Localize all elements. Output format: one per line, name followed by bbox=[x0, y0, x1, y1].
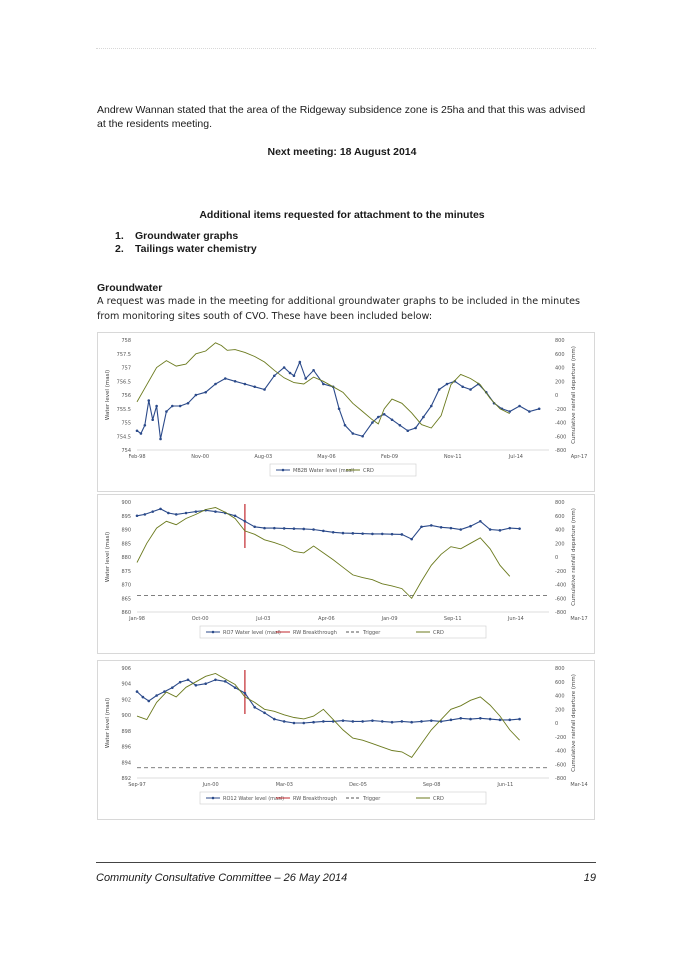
y2-tick-label: 400 bbox=[555, 527, 565, 534]
data-point bbox=[144, 513, 147, 516]
legend-label: MB2B Water level (masl) bbox=[293, 467, 355, 474]
data-point bbox=[352, 532, 355, 535]
data-point bbox=[377, 416, 380, 419]
data-point bbox=[175, 513, 178, 516]
footer-title: Community Consultative Committee – 26 May 2014 bbox=[96, 872, 348, 884]
x-tick-label: Jan-09 bbox=[381, 616, 398, 622]
data-point bbox=[338, 407, 341, 410]
data-point bbox=[195, 394, 198, 397]
x-tick-label: Feb-98 bbox=[128, 454, 146, 460]
data-point bbox=[163, 690, 166, 693]
y2-tick-label: -800 bbox=[555, 448, 567, 454]
data-point bbox=[446, 383, 449, 386]
data-point bbox=[304, 377, 307, 380]
data-point bbox=[204, 391, 207, 394]
x-tick-label: Oct-00 bbox=[191, 616, 209, 622]
y-tick-label: 757 bbox=[121, 365, 131, 372]
legend-marker bbox=[212, 631, 215, 634]
y2-tick-label: -600 bbox=[555, 434, 567, 441]
data-point bbox=[234, 380, 237, 383]
data-point bbox=[538, 407, 541, 410]
y2-tick-label: -800 bbox=[555, 610, 567, 616]
footer-rule bbox=[96, 862, 596, 863]
y-tick-label: 896 bbox=[121, 744, 131, 751]
y-tick-label: 902 bbox=[121, 697, 131, 704]
y-tick-label: 885 bbox=[121, 541, 131, 548]
y-tick-label: 755 bbox=[121, 420, 131, 427]
y2-axis-label: Cumulative rainfall departure (mm) bbox=[571, 508, 577, 606]
data-point bbox=[234, 514, 237, 517]
data-point bbox=[224, 680, 227, 683]
data-point bbox=[461, 385, 464, 388]
data-point bbox=[518, 405, 521, 408]
data-point bbox=[253, 385, 256, 388]
data-point bbox=[312, 721, 315, 724]
data-point bbox=[422, 416, 425, 419]
y-tick-label: 890 bbox=[121, 527, 131, 534]
y2-axis-label: Cumulative rainfall departure (mm) bbox=[571, 674, 577, 772]
y-tick-label: 900 bbox=[121, 713, 131, 720]
y2-tick-label: -600 bbox=[555, 596, 567, 603]
y2-tick-label: -400 bbox=[555, 582, 567, 589]
data-point bbox=[283, 527, 286, 530]
x-tick-label: Jun-00 bbox=[202, 782, 219, 788]
data-point bbox=[430, 524, 433, 527]
data-point bbox=[420, 525, 423, 528]
y-tick-label: 892 bbox=[121, 776, 131, 782]
data-point bbox=[361, 532, 364, 535]
x-tick-label: Mar-14 bbox=[570, 782, 588, 788]
data-point bbox=[469, 718, 472, 721]
data-point bbox=[371, 719, 374, 722]
y-axis-label: Water level (masl) bbox=[105, 697, 111, 749]
data-point bbox=[195, 684, 198, 687]
x-tick-label: Jun-14 bbox=[507, 616, 524, 622]
y2-tick-label: -400 bbox=[555, 420, 567, 427]
legend-label: Trigger bbox=[363, 629, 381, 636]
data-point bbox=[273, 527, 276, 530]
data-point bbox=[371, 533, 374, 536]
attachment-list bbox=[115, 230, 257, 256]
y2-tick-label: -600 bbox=[555, 762, 567, 769]
y-tick-label: 860 bbox=[121, 610, 131, 616]
data-point bbox=[499, 529, 502, 532]
data-point bbox=[342, 719, 345, 722]
data-point bbox=[459, 717, 462, 720]
x-tick-label: Jan-98 bbox=[129, 616, 145, 622]
data-point bbox=[518, 527, 521, 530]
data-point bbox=[140, 432, 143, 435]
data-point bbox=[299, 361, 302, 364]
data-point bbox=[361, 435, 364, 438]
data-point bbox=[214, 510, 217, 513]
y2-tick-label: -200 bbox=[555, 568, 567, 575]
y-tick-label: 755.5 bbox=[116, 406, 131, 413]
groundwater-text: A request was made in the meeting for additional groundwater graphs to be included in the minutes from monitoring sites south of CVO. These have been included below: bbox=[97, 296, 580, 322]
data-point bbox=[224, 377, 227, 380]
data-point bbox=[322, 383, 325, 386]
data-point bbox=[151, 510, 154, 513]
y2-axis-label: Cumulative rainfall departure (mm) bbox=[571, 346, 577, 444]
x-tick-label: May-06 bbox=[317, 454, 336, 460]
legend-label: RW Breakthrough bbox=[293, 795, 337, 802]
data-point bbox=[383, 413, 386, 416]
y-tick-label: 898 bbox=[121, 728, 131, 735]
data-point bbox=[263, 527, 266, 530]
data-point bbox=[414, 427, 417, 430]
y2-tick-label: 800 bbox=[555, 500, 565, 506]
x-tick-label: Jul-03 bbox=[256, 616, 271, 622]
data-point bbox=[361, 720, 364, 723]
data-point bbox=[244, 692, 247, 695]
x-tick-label: Sep-97 bbox=[128, 782, 146, 788]
data-point bbox=[293, 527, 296, 530]
data-point bbox=[167, 512, 170, 515]
chart-mb2b bbox=[97, 332, 595, 492]
data-point bbox=[253, 706, 256, 709]
data-point bbox=[499, 719, 502, 722]
x-tick-label: Feb-09 bbox=[381, 454, 399, 460]
data-point bbox=[187, 678, 190, 681]
data-point bbox=[401, 720, 404, 723]
data-point bbox=[508, 719, 511, 722]
data-point bbox=[352, 432, 355, 435]
data-point bbox=[450, 527, 453, 530]
x-tick-label: Dec-05 bbox=[349, 782, 367, 788]
list-item: 1. Groundwater graphs bbox=[115, 230, 239, 242]
legend-label: CRD bbox=[433, 629, 444, 636]
x-tick-label: Aug-03 bbox=[254, 454, 273, 460]
data-point bbox=[381, 720, 384, 723]
page-number: 19 bbox=[583, 872, 596, 884]
y-axis-label: Water level (masl) bbox=[105, 369, 111, 421]
y-tick-label: 756 bbox=[121, 393, 131, 399]
data-point bbox=[179, 405, 182, 408]
data-point bbox=[518, 718, 521, 721]
legend-marker bbox=[212, 797, 215, 800]
data-point bbox=[253, 525, 256, 528]
data-point bbox=[147, 399, 150, 402]
data-point bbox=[293, 374, 296, 377]
data-point bbox=[459, 528, 462, 531]
y-tick-label: 870 bbox=[121, 582, 131, 589]
data-point bbox=[438, 388, 441, 391]
x-tick-label: Jun-11 bbox=[497, 782, 514, 788]
legend-label: RO12 Water level (masl) bbox=[223, 795, 285, 802]
data-point bbox=[155, 694, 158, 697]
chart-ro12-svg bbox=[97, 660, 595, 820]
chart-mb2b-svg bbox=[97, 332, 595, 492]
data-point bbox=[244, 520, 247, 523]
data-point bbox=[322, 720, 325, 723]
data-point bbox=[322, 530, 325, 533]
data-point bbox=[450, 719, 453, 722]
x-tick-label: Nov-11 bbox=[443, 454, 462, 460]
data-point bbox=[151, 418, 154, 421]
x-tick-label: Nov-00 bbox=[191, 454, 210, 460]
data-point bbox=[289, 372, 292, 375]
y2-tick-label: 200 bbox=[555, 541, 565, 548]
data-point bbox=[263, 711, 266, 714]
data-point bbox=[406, 429, 409, 432]
x-tick-label: Sep-11 bbox=[443, 616, 462, 622]
y2-tick-label: 600 bbox=[555, 513, 565, 520]
data-point bbox=[410, 721, 413, 724]
data-point bbox=[332, 531, 335, 534]
x-tick-label: Jul-14 bbox=[508, 454, 523, 460]
y-tick-label: 754.5 bbox=[116, 434, 131, 441]
data-point bbox=[165, 410, 168, 413]
y-tick-label: 895 bbox=[121, 513, 131, 520]
data-point bbox=[142, 696, 145, 699]
next-meeting: Next meeting: 18 August 2014 bbox=[267, 146, 417, 158]
x-tick-label: Sep-08 bbox=[422, 782, 441, 788]
data-point bbox=[479, 717, 482, 720]
y2-tick-label: 0 bbox=[555, 555, 559, 561]
x-tick-label: Mar-03 bbox=[275, 782, 293, 788]
y-tick-label: 754 bbox=[121, 448, 131, 454]
data-point bbox=[430, 405, 433, 408]
data-point bbox=[440, 526, 443, 529]
y-tick-label: 756.5 bbox=[116, 379, 131, 386]
data-point bbox=[273, 718, 276, 721]
x-tick-label: Apr-06 bbox=[318, 616, 335, 622]
y2-tick-label: 0 bbox=[555, 721, 559, 727]
y2-tick-label: 600 bbox=[555, 679, 565, 686]
data-point bbox=[273, 374, 276, 377]
data-point bbox=[195, 510, 198, 513]
data-point bbox=[136, 690, 139, 693]
data-point bbox=[391, 721, 394, 724]
data-point bbox=[204, 682, 207, 685]
y-tick-label: 758 bbox=[121, 338, 131, 344]
data-point bbox=[381, 533, 384, 536]
data-point bbox=[479, 520, 482, 523]
data-point bbox=[136, 429, 139, 432]
y-tick-label: 865 bbox=[121, 596, 131, 603]
data-point bbox=[430, 719, 433, 722]
y-tick-label: 880 bbox=[121, 555, 131, 561]
y2-tick-label: -800 bbox=[555, 776, 567, 782]
y2-tick-label: 200 bbox=[555, 379, 565, 386]
y-tick-label: 894 bbox=[121, 760, 131, 767]
data-point bbox=[214, 678, 217, 681]
additional-items-title: Additional items requested for attachment to the minutes bbox=[199, 209, 485, 221]
data-point bbox=[508, 527, 511, 530]
y2-tick-label: -400 bbox=[555, 748, 567, 755]
y2-tick-label: 400 bbox=[555, 693, 565, 700]
data-point bbox=[489, 718, 492, 721]
data-point bbox=[144, 424, 147, 427]
data-point bbox=[214, 383, 217, 386]
y2-tick-label: -200 bbox=[555, 406, 567, 413]
data-point bbox=[420, 720, 423, 723]
legend-label: RW Breakthrough bbox=[293, 629, 337, 636]
y-tick-label: 757.5 bbox=[116, 351, 131, 358]
y2-tick-label: 400 bbox=[555, 365, 565, 372]
y2-tick-label: 800 bbox=[555, 338, 565, 344]
data-point bbox=[187, 402, 190, 405]
y-axis-label: Water level (masl) bbox=[105, 531, 111, 583]
data-point bbox=[302, 528, 305, 531]
data-point bbox=[401, 533, 404, 536]
y2-tick-label: 600 bbox=[555, 351, 565, 358]
legend-label: Trigger bbox=[363, 795, 381, 802]
data-point bbox=[352, 720, 355, 723]
data-point bbox=[489, 528, 492, 531]
data-point bbox=[342, 532, 345, 535]
data-point bbox=[159, 508, 162, 511]
groundwater-heading: Groundwater bbox=[97, 282, 163, 294]
data-point bbox=[312, 528, 315, 531]
data-point bbox=[302, 722, 305, 725]
data-point bbox=[344, 424, 347, 427]
chart-ro7-svg bbox=[97, 494, 595, 654]
data-point bbox=[469, 388, 472, 391]
legend-label: RO7 Water level (masl) bbox=[223, 629, 281, 636]
data-point bbox=[147, 700, 150, 703]
data-point bbox=[469, 525, 472, 528]
y2-tick-label: 800 bbox=[555, 666, 565, 672]
y2-tick-label: 200 bbox=[555, 707, 565, 714]
data-point bbox=[159, 438, 162, 441]
data-point bbox=[399, 424, 402, 427]
data-point bbox=[391, 418, 394, 421]
data-point bbox=[371, 421, 374, 424]
data-point bbox=[185, 512, 188, 515]
y-tick-label: 906 bbox=[121, 666, 131, 672]
data-point bbox=[155, 405, 158, 408]
chart-ro7 bbox=[97, 494, 595, 654]
legend-label: CRD bbox=[363, 467, 374, 474]
data-point bbox=[179, 681, 182, 684]
top-rule bbox=[96, 48, 596, 49]
data-point bbox=[171, 405, 174, 408]
data-point bbox=[528, 410, 531, 413]
y-tick-label: 900 bbox=[121, 500, 131, 506]
y-tick-label: 875 bbox=[121, 568, 131, 575]
data-point bbox=[410, 538, 413, 541]
data-point bbox=[136, 514, 139, 517]
data-point bbox=[234, 686, 237, 689]
data-point bbox=[312, 369, 315, 372]
footer bbox=[96, 872, 596, 884]
y2-tick-label: 0 bbox=[555, 393, 559, 399]
data-point bbox=[508, 410, 511, 413]
data-point bbox=[263, 388, 266, 391]
data-point bbox=[244, 383, 247, 386]
data-point bbox=[391, 533, 394, 536]
x-tick-label: Apr-17 bbox=[570, 454, 588, 460]
legend-marker bbox=[282, 469, 285, 472]
y-tick-label: 904 bbox=[121, 681, 131, 688]
data-point bbox=[283, 366, 286, 369]
data-point bbox=[171, 686, 174, 689]
x-tick-label: Mar-17 bbox=[570, 616, 588, 622]
data-point bbox=[283, 720, 286, 723]
chart-ro12 bbox=[97, 660, 595, 820]
legend-label: CRD bbox=[433, 795, 444, 802]
y2-tick-label: -200 bbox=[555, 734, 567, 741]
list-item: 2. Tailings water chemistry bbox=[115, 243, 257, 255]
data-point bbox=[293, 722, 296, 725]
body-paragraph: Andrew Wannan stated that the area of the Ridgeway subsidence zone is 25ha and that this was advised at the residents meeting. bbox=[97, 104, 586, 130]
